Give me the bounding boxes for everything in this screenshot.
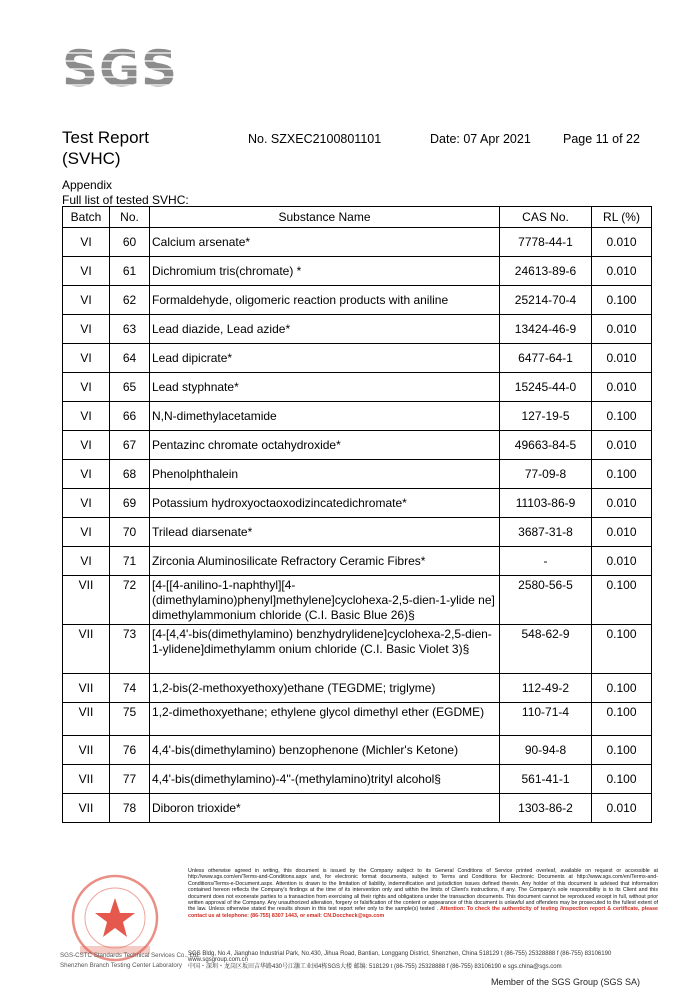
cell-no: 62 [110, 286, 150, 315]
cell-cas: 11103-86-9 [500, 489, 592, 518]
table-row [63, 460, 652, 489]
cell-substance: Pentazinc chromate octahydroxide* [150, 431, 500, 460]
table-row [63, 547, 652, 576]
cell-no: 66 [110, 402, 150, 431]
cell-batch: VII [63, 576, 110, 625]
cell-rl: 0.100 [592, 674, 652, 703]
cell-no: 65 [110, 373, 150, 402]
address-english: SGS Bldg, No.4, Jianghao Industrial Park, No.430, Jihua Road, Bantian, Longgang District, Shenzhen, China 518129 t (86-755) 25328888 f (86-755) 83106190 www.sgsgroup.com.cn [188, 951, 612, 963]
cell-batch: VI [63, 431, 110, 460]
table-row [63, 373, 652, 402]
cell-substance: Dichromium tris(chromate) * [150, 257, 500, 286]
cell-rl: 0.010 [592, 518, 652, 547]
sgs-logo [62, 40, 192, 98]
cell-no: 75 [110, 703, 150, 736]
cell-batch: VI [63, 402, 110, 431]
cell-no: 69 [110, 489, 150, 518]
cell-cas: 1303-86-2 [500, 794, 592, 823]
cell-no: 70 [110, 518, 150, 547]
cell-substance: 1,2-dimethoxyethane; ethylene glycol dimethyl ether (EGDME) [150, 703, 500, 736]
svhc-table [62, 206, 652, 823]
cell-substance: 4,4'-bis(dimethylamino)-4''-(methylamino)trityl alcohol§ [150, 765, 500, 794]
cell-substance: Calcium arsenate* [150, 228, 500, 257]
sgs-group-member-note: Member of the SGS Group (SGS SA) [490, 977, 640, 987]
cell-rl: 0.010 [592, 373, 652, 402]
appendix-label: Appendix [62, 178, 113, 192]
cell-rl: 0.010 [592, 431, 652, 460]
table-row [63, 257, 652, 286]
cell-substance: Trilead diarsenate* [150, 518, 500, 547]
cell-rl: 0.010 [592, 489, 652, 518]
logo-stripes [62, 40, 192, 98]
cell-substance: 1,2-bis(2-methoxyethoxy)ethane (TEGDME; triglyme) [150, 674, 500, 703]
table-row [63, 402, 652, 431]
cell-batch: VI [63, 228, 110, 257]
cell-cas: 77-09-8 [500, 460, 592, 489]
cell-rl: 0.010 [592, 794, 652, 823]
cell-batch: VI [63, 518, 110, 547]
cell-batch: VI [63, 344, 110, 373]
cell-substance: Zirconia Aluminosilicate Refractory Ceramic Fibres* [150, 547, 500, 576]
cell-cas: 127-19-5 [500, 402, 592, 431]
header-no: No. [110, 207, 150, 228]
cell-rl: 0.010 [592, 547, 652, 576]
company-branch-en: Shenzhen Branch Testing Center Laboratory [60, 962, 182, 969]
cell-batch: VII [63, 765, 110, 794]
table-row [63, 518, 652, 547]
table-row [63, 431, 652, 460]
cell-rl: 0.010 [592, 315, 652, 344]
header-cas: CAS No. [500, 207, 592, 228]
page-number: Page 11 of 22 [563, 132, 640, 146]
cell-batch: VII [63, 625, 110, 674]
cell-no: 67 [110, 431, 150, 460]
cell-no: 63 [110, 315, 150, 344]
cell-no: 77 [110, 765, 150, 794]
cell-rl: 0.010 [592, 228, 652, 257]
cell-batch: VI [63, 547, 110, 576]
cell-rl: 0.100 [592, 402, 652, 431]
footer [60, 866, 660, 971]
header-batch: Batch [63, 207, 110, 228]
cell-no: 64 [110, 344, 150, 373]
cell-batch: VI [63, 315, 110, 344]
cell-cas: 90-94-8 [500, 736, 592, 765]
cell-cas: 6477-64-1 [500, 344, 592, 373]
cell-cas: 548-62-9 [500, 625, 592, 674]
table-row [63, 703, 652, 736]
cell-batch: VI [63, 286, 110, 315]
cell-no: 74 [110, 674, 150, 703]
cell-cas: 7778-44-1 [500, 228, 592, 257]
cell-rl: 0.100 [592, 576, 652, 625]
sgs-logo-text: SGS [62, 40, 179, 98]
legal-disclaimer [188, 868, 658, 919]
cell-no: 61 [110, 257, 150, 286]
inspection-seal-stamp [60, 866, 180, 976]
report-title [62, 127, 149, 169]
company-name-en: SGS-CSTC Standards Technical Services Co., Ltd. [60, 952, 200, 959]
cell-substance: Lead diazide, Lead azide* [150, 315, 500, 344]
cell-batch: VI [63, 489, 110, 518]
cell-substance: [4-[[4-anilino-1-naphthyl][4-(dimethylamino)phenyl]methylene]cyclohexa-2,5-dien-1-ylide ne] dimethylammonium chloride (C.I. Basic Blue 26)§ [150, 576, 500, 625]
cell-batch: VII [63, 674, 110, 703]
cell-cas: 2580-56-5 [500, 576, 592, 625]
cell-rl: 0.010 [592, 344, 652, 373]
cell-substance: N,N-dimethylacetamide [150, 402, 500, 431]
table-row [63, 674, 652, 703]
table-row [63, 489, 652, 518]
cell-substance: Lead dipicrate* [150, 344, 500, 373]
cell-no: 76 [110, 736, 150, 765]
table-row [63, 736, 652, 765]
cell-rl: 0.100 [592, 286, 652, 315]
cell-cas: 561-41-1 [500, 765, 592, 794]
cell-batch: VI [63, 460, 110, 489]
table-row [63, 576, 652, 625]
cell-rl: 0.100 [592, 460, 652, 489]
cell-substance: Diboron trioxide* [150, 794, 500, 823]
cell-substance: Lead styphnate* [150, 373, 500, 402]
header-rl: RL (%) [592, 207, 652, 228]
cell-cas: 112-49-2 [500, 674, 592, 703]
cell-cas: 49663-84-5 [500, 431, 592, 460]
disclaimer-text: Unless otherwise agreed in writing, this document is issued by the Company subject to its General Conditions of Service printed overleaf, available on request or accessible at http://www.sgs.com/en/Terms-and-Conditions.aspx and, for electronic format documents, subject to Terms and Conditions for Electronic Documents at http://www.sgs.com/en/Terms-and-Conditions/Terms-e-Document.aspx. Attention is drawn to the limitation of liability, indemnification and jurisdiction issues defined therein. Any holder of this document is advised that information contained hereon reflects the Company's findings at the time of its intervention only and within the limits of Client's instructions, if any. The Company's sole responsibility is to its Client and this document does not exonerate parties to a transaction from exercising all their rights and obligations under the transaction documents. This document cannot be reproduced except in full, without prior written approval of the Company. Any unauthorized alteration, forgery or falsification of the content or appearance of this document is unlawful and offenders may be prosecuted to the fullest extent of the law. Unless otherwise stated the results shown in this test report refer only to the sample(s) tested . [188, 868, 658, 913]
cell-rl: 0.100 [592, 765, 652, 794]
table-header-row [63, 207, 652, 228]
cell-cas: 25214-70-4 [500, 286, 592, 315]
cell-batch: VI [63, 257, 110, 286]
header-substance: Substance Name [150, 207, 500, 228]
cell-cas: 13424-46-9 [500, 315, 592, 344]
cell-rl: 0.100 [592, 703, 652, 736]
table-row [63, 344, 652, 373]
table-row [63, 625, 652, 674]
cell-substance: [4-[4,4'-bis(dimethylamino) benzhydrylidene]cyclohexa-2,5-dien-1-ylidene]dimethylamm onium chloride (C.I. Basic Violet 3)§ [150, 625, 500, 674]
cell-substance: Formaldehyde, oligomeric reaction products with aniline [150, 286, 500, 315]
cell-no: 71 [110, 547, 150, 576]
cell-rl: 0.100 [592, 625, 652, 674]
cell-no: 60 [110, 228, 150, 257]
cell-batch: VII [63, 703, 110, 736]
table-row [63, 765, 652, 794]
table-row [63, 286, 652, 315]
cell-no: 73 [110, 625, 150, 674]
report-date: Date: 07 Apr 2021 [430, 132, 531, 146]
cell-cas: 15245-44-0 [500, 373, 592, 402]
cell-cas: 24613-89-6 [500, 257, 592, 286]
report-title-line1: Test Report [62, 128, 149, 147]
report-number: No. SZXEC2100801101 [248, 132, 382, 146]
full-list-label: Full list of tested SVHC: [62, 193, 189, 207]
cell-substance: 4,4'-bis(dimethylamino) benzophenone (Michler's Ketone) [150, 736, 500, 765]
cell-batch: VII [63, 794, 110, 823]
address-chinese: 中国・深圳・龙岗区坂田吉华路430号江灏工业园4栋SGS大楼 邮编: 518129 t (86-755) 25328888 f (86-755) 83106190 e sgs.china@sgs.com [188, 964, 562, 970]
table-row [63, 315, 652, 344]
cell-cas: 3687-31-8 [500, 518, 592, 547]
cell-cas: 110-71-4 [500, 703, 592, 736]
cell-substance: Phenolphthalein [150, 460, 500, 489]
cell-rl: 0.100 [592, 736, 652, 765]
cell-batch: VI [63, 373, 110, 402]
cell-cas: - [500, 547, 592, 576]
authenticity-notice: Attention: To check the authenticity of testing /inspection report & certificate, please contact us at telephone: (86-755) 8307 1443, or email: CN.Doccheck@sgs.com [188, 906, 658, 919]
table-row [63, 794, 652, 823]
cell-substance: Potassium hydroxyoctaoxodizincatedichromate* [150, 489, 500, 518]
cell-batch: VII [63, 736, 110, 765]
table-row [63, 228, 652, 257]
report-title-line2: (SVHC) [62, 149, 121, 168]
cell-no: 68 [110, 460, 150, 489]
cell-rl: 0.010 [592, 257, 652, 286]
cell-no: 78 [110, 794, 150, 823]
cell-no: 72 [110, 576, 150, 625]
